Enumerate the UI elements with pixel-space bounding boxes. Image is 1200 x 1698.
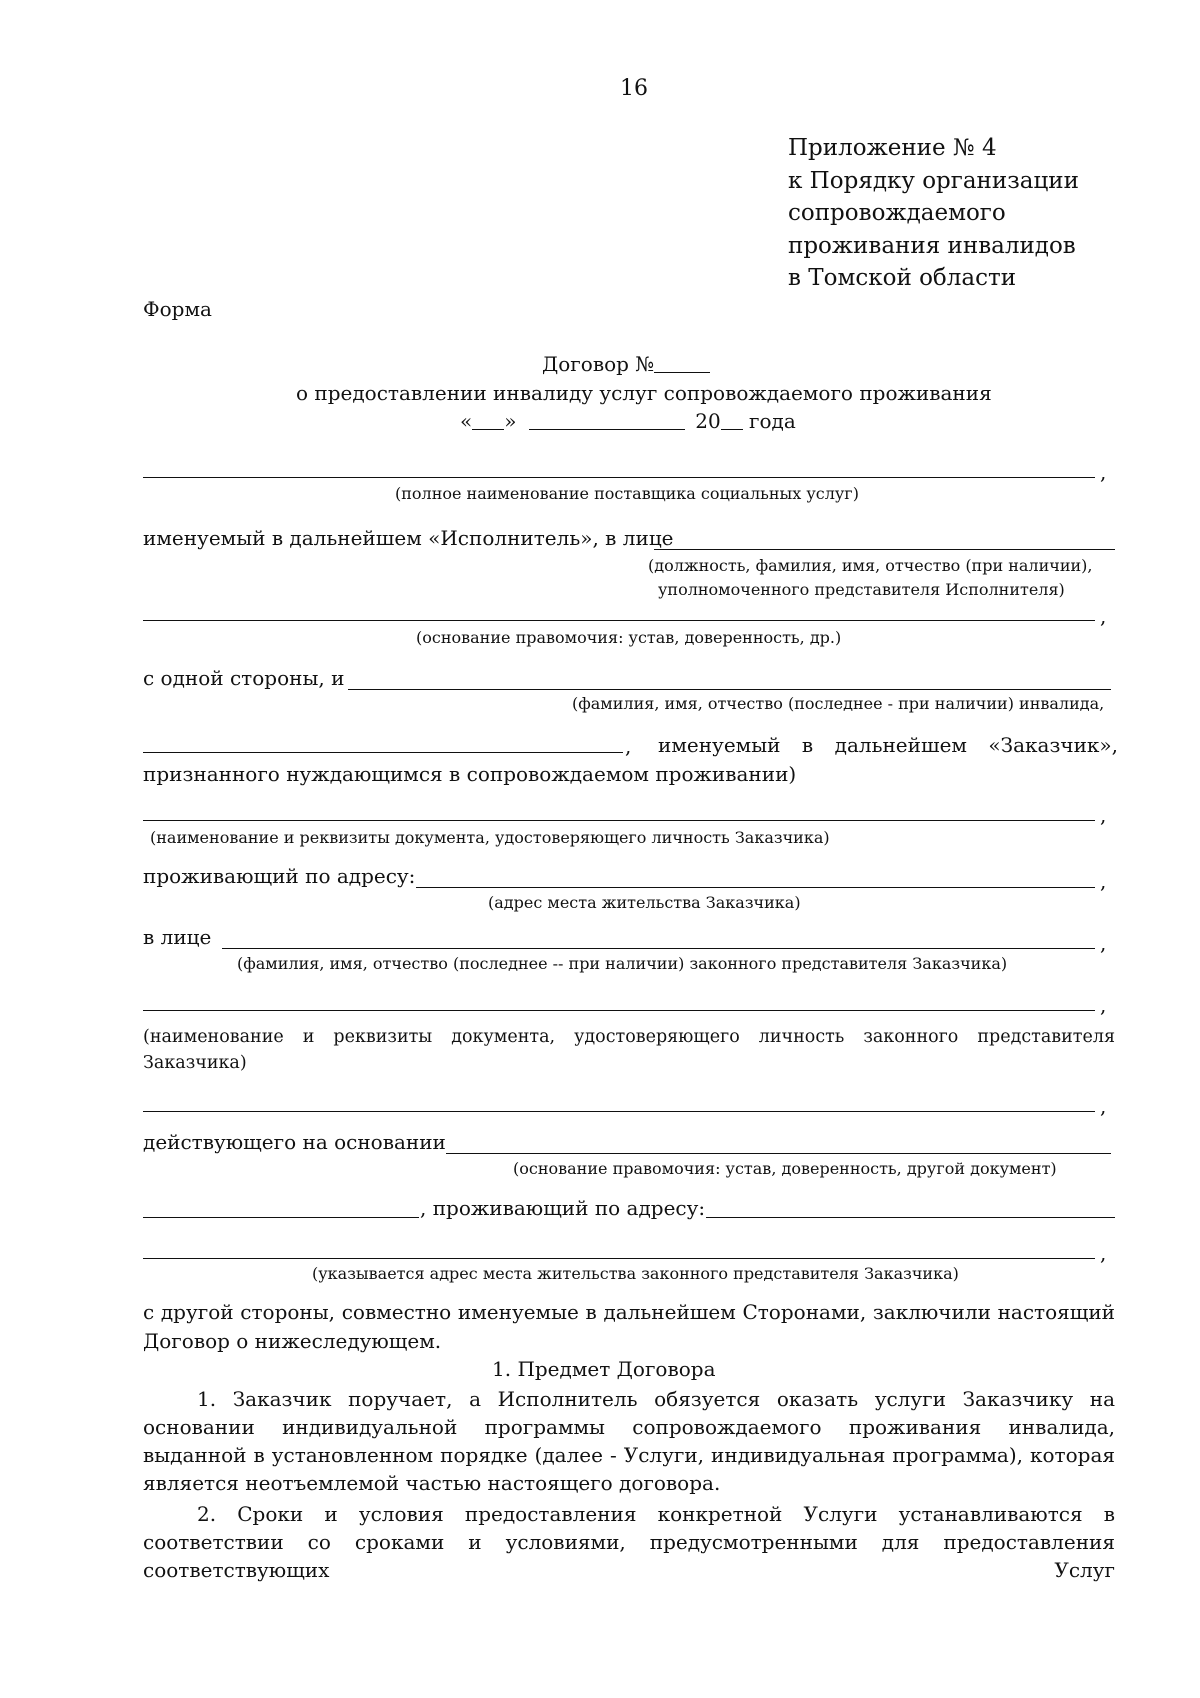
executor-text: именуемый в дальнейшем «Исполнитель», в лице — [143, 526, 674, 550]
contract-title — [542, 352, 710, 376]
appendix-line: Приложение № 4 — [788, 135, 997, 161]
one-side-text: с одной стороны, и — [143, 666, 345, 690]
date-quote-open: « — [460, 409, 473, 433]
provider-hint: (полное наименование поставщика социальных услуг) — [395, 484, 859, 503]
word: документа, — [451, 1027, 556, 1047]
appendix-line: в Томской области — [788, 265, 1017, 291]
acting-text: действующего на основании — [143, 1130, 446, 1154]
provider-name-field[interactable] — [143, 477, 1095, 478]
executor-rep-field[interactable] — [654, 549, 1115, 550]
customer-line2: признанного нуждающимся в сопровождаемом проживании) — [143, 762, 797, 786]
word: представителя — [977, 1027, 1115, 1047]
comma: , — [1100, 869, 1107, 893]
paragraph-1: 1. Заказчик поручает, а Исполнитель обязуется оказать услуги Заказчику на основании индивидуальной программы сопровождаемого проживания инвалида, выданной в установленном порядке (далее - Услуги, индивидуальная программа), которая является неотъемлемой частью настоящего договора. — [143, 1387, 1115, 1495]
rep-doc-hint-line2: Заказчика) — [143, 1053, 247, 1073]
rep-address-field[interactable] — [706, 1217, 1115, 1218]
comma: , — [1100, 931, 1107, 955]
appendix-line: проживания инвалидов — [788, 232, 1076, 259]
rep-doc-field[interactable] — [143, 1010, 1095, 1011]
page-number: 16 — [620, 76, 648, 101]
word: личность — [758, 1027, 845, 1047]
section-title: 1. Предмет Договора — [492, 1357, 716, 1381]
parties-paragraph: с другой стороны, совместно именуемые в дальнейшем Сторонами, заключили настоящий Договор о нижеследующем. — [143, 1300, 1115, 1353]
rep-address-hint: (указывается адрес места жительства законного представителя Заказчика) — [312, 1264, 959, 1283]
comma: , — [1100, 1094, 1107, 1118]
comma: , — [625, 734, 632, 758]
word: в — [801, 733, 814, 757]
word: «Заказчик», — [988, 733, 1119, 757]
rep-name-field[interactable] — [222, 948, 1095, 949]
comma: , — [1100, 803, 1107, 827]
contract-number-blank[interactable] — [654, 372, 710, 373]
paragraph-2-text: 2. Сроки и условия предоставления конкретной Услуги устанавливаются в соответствии со сроками и условиями, предусмотренными для предоставления соответствующих Услуг — [143, 1502, 1115, 1582]
invalid-name-field-cont[interactable] — [143, 752, 623, 753]
rep-doc-field-cont[interactable] — [143, 1111, 1095, 1112]
word: (наименование — [143, 1027, 284, 1047]
rep-doc-hint — [143, 1027, 1115, 1047]
date-year-blank[interactable] — [721, 429, 743, 430]
in-person-text: в лице — [143, 925, 212, 949]
customer-doc-hint: (наименование и реквизиты документа, удостоверяющего личность Заказчика) — [150, 828, 830, 847]
rep-address-text: , проживающий по адресу: — [420, 1196, 706, 1220]
rep-hint: (фамилия, имя, отчество (последнее -- при наличии) законного представителя Заказчика) — [237, 954, 1008, 973]
appendix-line: сопровождаемого — [788, 200, 1006, 226]
date-day-blank[interactable] — [472, 429, 504, 430]
appendix-line: к Порядку организации — [788, 167, 1079, 194]
word: законного — [863, 1027, 959, 1047]
appendix-block — [788, 132, 1079, 295]
contract-subtitle: о предоставлении инвалиду услуг сопровождаемого проживания — [296, 381, 992, 405]
word: и — [302, 1027, 315, 1047]
invalid-hint: (фамилия, имя, отчество (последнее - при наличии) инвалида, — [572, 694, 1105, 713]
date-year-prefix: 20 — [695, 409, 721, 433]
date-month-blank[interactable] — [529, 429, 685, 430]
customer-address-field[interactable] — [416, 887, 1095, 888]
acting-basis-field-cont[interactable] — [143, 1217, 419, 1218]
customer-designation — [658, 733, 1118, 757]
acting-basis-field[interactable] — [446, 1153, 1111, 1154]
comma: , — [1100, 993, 1107, 1017]
invalid-name-field[interactable] — [348, 689, 1111, 690]
acting-hint: (основание правомочия: устав, доверенность, другой документ) — [513, 1159, 1057, 1178]
address-text: проживающий по адресу: — [143, 864, 416, 888]
comma: , — [1100, 460, 1107, 484]
contract-title-text: Договор № — [542, 352, 655, 376]
comma: , — [1100, 1241, 1107, 1265]
form-label: Форма — [143, 297, 212, 321]
comma: , — [1100, 604, 1107, 628]
word: реквизиты — [333, 1027, 433, 1047]
word: дальнейшем — [834, 733, 967, 757]
date-quote-close: » — [504, 409, 517, 433]
rep-address-field-cont[interactable] — [143, 1258, 1095, 1259]
address-hint: (адрес места жительства Заказчика) — [488, 893, 801, 912]
authority-field[interactable] — [143, 620, 1095, 621]
customer-doc-field[interactable] — [143, 820, 1095, 821]
executor-hint: (должность, фамилия, имя, отчество (при наличии), — [648, 556, 1093, 575]
executor-hint: уполномоченного представителя Исполнителя) — [658, 580, 1065, 599]
date-year-suffix: года — [749, 409, 796, 433]
word: именуемый — [658, 733, 781, 757]
contract-date — [460, 409, 796, 433]
authority-hint: (основание правомочия: устав, доверенность, др.) — [416, 628, 842, 647]
paragraph-2 — [143, 1500, 1115, 1584]
word: удостоверяющего — [574, 1027, 740, 1047]
